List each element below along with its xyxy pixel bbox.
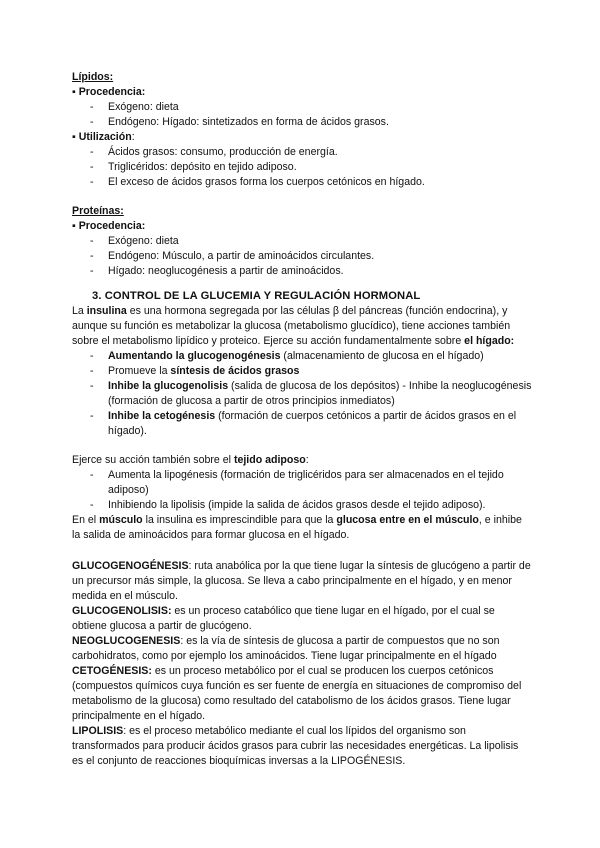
list-item: - Ácidos grasos: consumo, producción de energía.	[72, 145, 532, 160]
list-item: - Aumentando la glucogenogénesis (almacenamiento de glucosa en el hígado)	[72, 349, 532, 364]
proteinas-title: Proteínas:	[72, 205, 124, 217]
lipidos-utilizacion-label: ▪ Utilización:	[72, 131, 135, 143]
definition-neoglucogenesis: NEOGLUCOGENESIS: es la vía de síntesis de glucosa a partir de compuestos que no son carbohidratos, como por ejemplo los aminoácidos. Tiene lugar principalmente en el hígado	[72, 635, 500, 662]
list-item: - Inhibe la glucogenolisis (salida de glucosa de los depósitos) - Inhibe la neoglucogénesis (formación de glucosa a partir de otros principios inmediatos)	[72, 379, 532, 409]
list-item: - Inhibiendo la lipolisis (impide la salida de ácidos grasos desde el tejido adiposo).	[72, 498, 532, 513]
insulina-intro: La insulina es una hormona segregada por las células β del páncreas (función endocrina), y aunque su función es metabolizar la glucosa (metabolismo glucídico), tiene acciones también sobre el metabolismo lipídico y proteico. Ejerce su acción fundamentalmente sobre el hígado:	[72, 305, 515, 347]
list-item: - Inhibe la cetogénesis (formación de cuerpos cetónicos a partir de ácidos grasos en el hígado).	[72, 409, 532, 439]
definition-glucogenogenesis: GLUCOGENOGÉNESIS: ruta anabólica por la que tiene lugar la síntesis de glucógeno a partir de un precursor más simple, la glucosa. Se lleva a cabo principalmente en el hígado, y en menor medida en el músculo.	[72, 560, 531, 602]
list-item: - Exógeno: dieta	[72, 234, 532, 249]
lipidos-title: Lípidos:	[72, 71, 114, 83]
list-item: - Endógeno: Hígado: sintetizados en forma de ácidos grasos.	[72, 115, 532, 130]
list-item: - Aumenta la lipogénesis (formación de triglicéridos para ser almacenados en el tejido adiposo)	[72, 468, 532, 498]
list-item: - Hígado: neoglucogénesis a partir de aminoácidos.	[72, 264, 532, 279]
musculo-paragraph: En el músculo la insulina es imprescindible para que la glucosa entre en el músculo, e inhibe la salida de aminoácidos para formar glucosa en el hígado.	[72, 514, 522, 541]
list-item: - Endógeno: Músculo, a partir de aminoácidos circulantes.	[72, 249, 532, 264]
adiposo-intro: Ejerce su acción también sobre el tejido adiposo:	[72, 454, 309, 466]
lipidos-procedencia-label: ▪ Procedencia:	[72, 86, 146, 98]
list-item: - Promueve la síntesis de ácidos grasos	[72, 364, 532, 379]
proteinas-procedencia-label: ▪ Procedencia:	[72, 220, 146, 232]
list-item: - El exceso de ácidos grasos forma los cuerpos cetónicos en hígado.	[72, 175, 532, 190]
document-page	[72, 70, 532, 769]
definition-glucogenolisis: GLUCOGENOLISIS: es un proceso catabólico que tiene lugar en el hígado, por el cual se obtiene glucosa a partir de glucógeno.	[72, 605, 495, 632]
list-item: - Triglicéridos: depósito en tejido adiposo.	[72, 160, 532, 175]
definition-lipolisis: LIPOLISIS: es el proceso metabólico mediante el cual los lípidos del organismo son transformados para producir ácidos grasos para cubrir las necesidades energéticas. La lipolisis es el conjunto de reacciones bioquímicas inversas a la LIPOGÉNESIS.	[72, 725, 519, 767]
section-heading: 3. CONTROL DE LA GLUCEMIA Y REGULACIÓN HORMONAL	[92, 290, 421, 302]
list-item: - Exógeno: dieta	[72, 100, 532, 115]
definition-cetogenesis: CETOGÉNESIS: es un proceso metabólico por el cual se producen los cuerpos cetónicos (compuestos químicos cuya función es ser fuente de energía en situaciones de compromiso del metabolismo de la glucosa) como resultado del catabolismo de los ácidos grasos. Tiene lugar principalmente en el hígado.	[72, 665, 522, 722]
